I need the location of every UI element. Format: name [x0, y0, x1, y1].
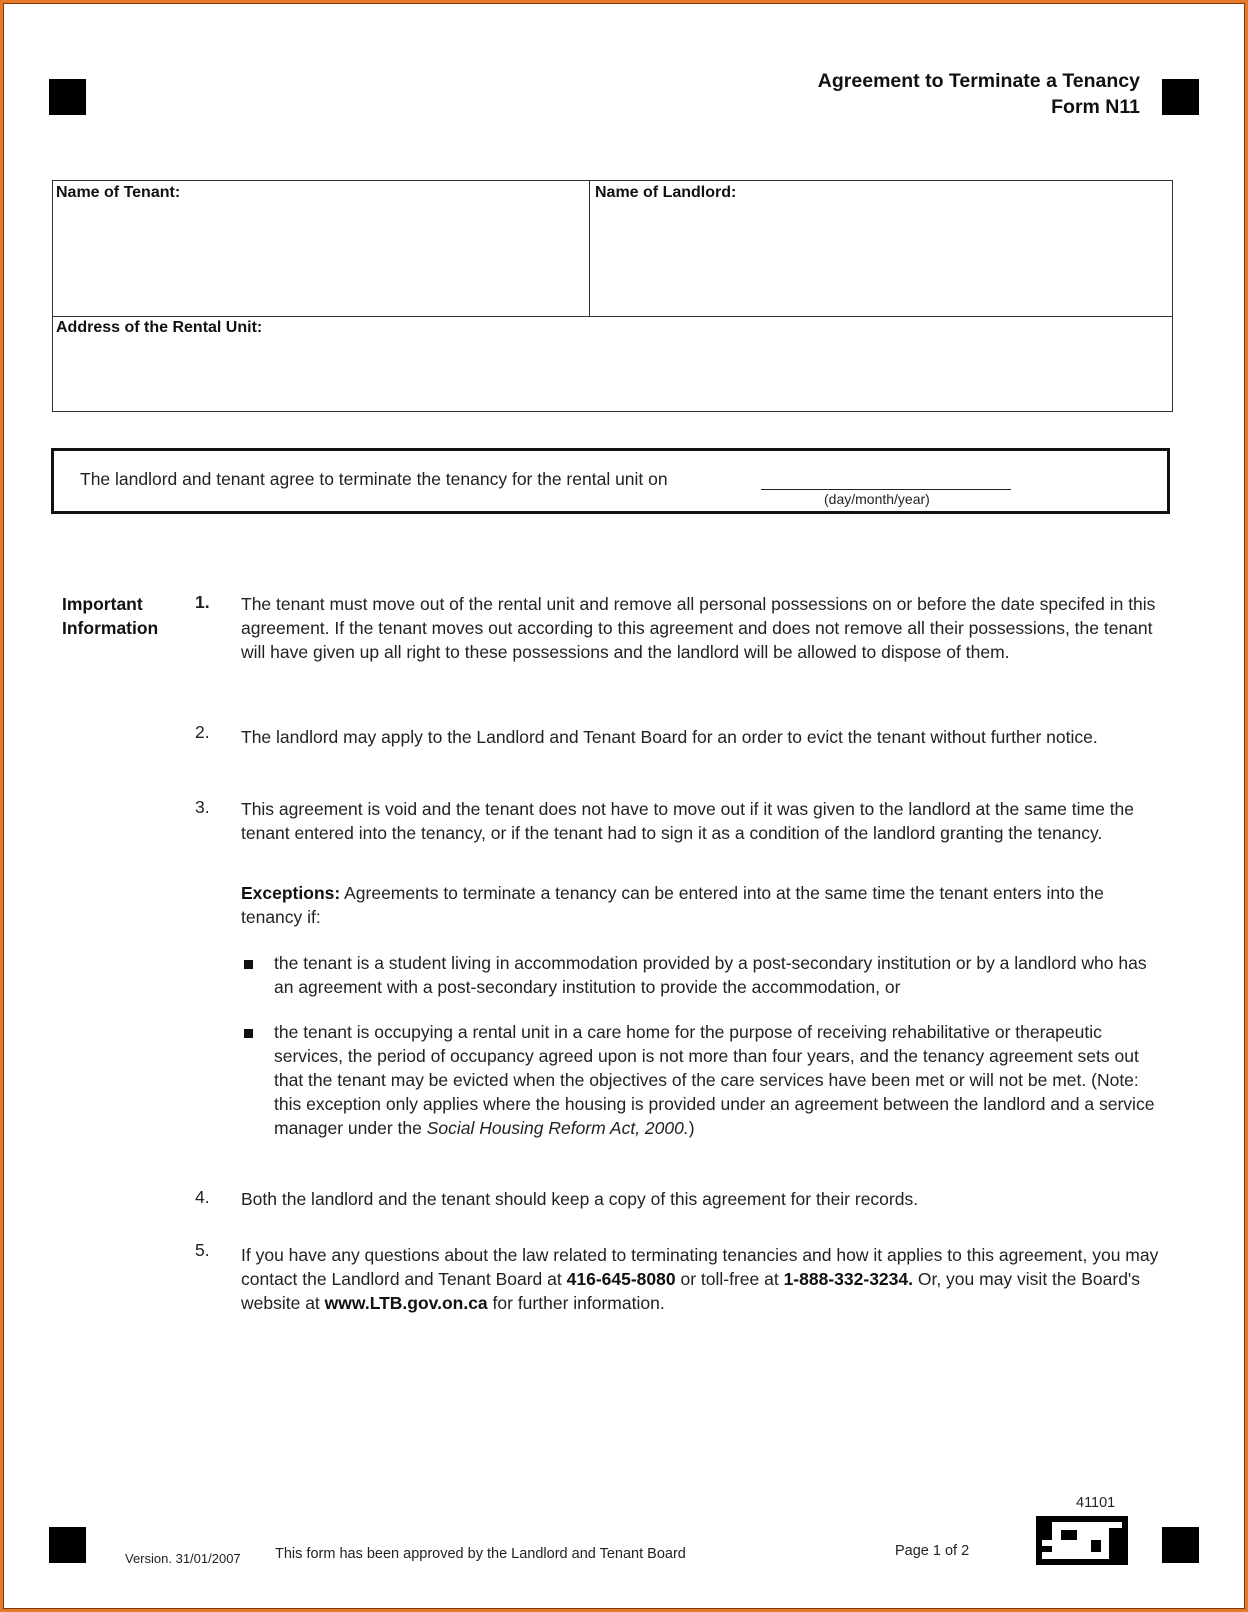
bullet-icon [244, 960, 253, 969]
party-info-table [52, 180, 1173, 412]
form-title: Agreement to Terminate a Tenancy [817, 70, 1140, 92]
barcode-icon [1036, 1516, 1128, 1565]
bullet-icon [244, 1029, 253, 1038]
item-number: 2. [195, 722, 210, 742]
form-code: 41101 [1076, 1495, 1116, 1511]
tenant-name-label: Name of Tenant: [56, 184, 181, 201]
important-heading: Important Information [62, 594, 159, 638]
date-format-hint: (day/month/year) [824, 491, 930, 507]
agreement-statement: The landlord and tenant agree to terminate the tenancy for the rental unit on [80, 469, 668, 489]
version-label: Version. 31/01/2007 [125, 1551, 241, 1566]
registration-mark [1162, 79, 1199, 115]
exceptions-paragraph: Exceptions: Agreements to terminate a tenancy can be entered into at the same time the tenant enters into the tenancy if: [241, 883, 1104, 927]
address-label: Address of the Rental Unit: [56, 319, 263, 336]
info-item-2: The landlord may apply to the Landlord and Tenant Board for an order to evict the tenant without further notice. [241, 727, 1098, 747]
info-item-3: This agreement is void and the tenant does not have to move out if it was given to the landlord at the same time the tenant entered into the tenancy, or if the tenant had to sign it as a condition of the landlord granting the tenancy. [241, 799, 1135, 843]
approval-note: This form has been approved by the Landlord and Tenant Board [275, 1546, 686, 1562]
landlord-name-label: Name of Landlord: [595, 184, 737, 201]
website-link[interactable]: www.LTB.gov.on.ca [324, 1293, 488, 1313]
landlord-name-field[interactable] [590, 205, 1173, 315]
registration-mark [49, 1527, 86, 1563]
item-number: 5. [195, 1240, 210, 1260]
item-number: 1. [195, 592, 210, 612]
info-item-1: The tenant must move out of the rental unit and remove all personal possessions on or before the date specifed in this agreement. If the tenant moves out according to this agreement and does not remove all their possessions, the tenant will have given up all right to these possessions and the landlord will be allowed to dispose of them. [241, 594, 1156, 662]
registration-mark [1162, 1527, 1199, 1563]
form-number: Form N11 [1051, 96, 1140, 118]
termination-date-field[interactable] [761, 474, 1011, 490]
page-number: Page 1 of 2 [895, 1543, 970, 1559]
info-item-4: Both the landlord and the tenant should keep a copy of this agreement for their records. [241, 1189, 919, 1209]
item-number: 4. [195, 1187, 210, 1207]
exception-bullet-2: the tenant is occupying a rental unit in a care home for the purpose of receiving rehabilitative or therapeutic services, the period of occupancy agreed upon is not more than four years, and the tenancy agreement sets out that the tenant may be evicted when the objectives of the care services have been met or will not be met. (Note: this exception only applies where the housing is provided under an agreement between the landlord and a service manager under the Social Housing Reform Act, 2000.) [274, 1022, 1155, 1138]
registration-mark [49, 79, 86, 115]
address-field[interactable] [53, 341, 1172, 411]
termination-agreement-box [51, 448, 1170, 514]
exception-bullet-1: the tenant is a student living in accommodation provided by a post-secondary institution or by a landlord who has an agreement with a post-secondary institution to provide the accommodation, or [274, 953, 1147, 997]
info-item-5: If you have any questions about the law related to terminating tenancies and how it applies to this agreement, you may contact the Landlord and Tenant Board at 416-645-8080 or toll-free at 1-888-332-3234. Or, you may visit the Board's website at www.LTB.gov.on.ca for further information. [241, 1245, 1159, 1313]
item-number: 3. [195, 797, 210, 817]
tenant-name-field[interactable] [53, 205, 589, 315]
